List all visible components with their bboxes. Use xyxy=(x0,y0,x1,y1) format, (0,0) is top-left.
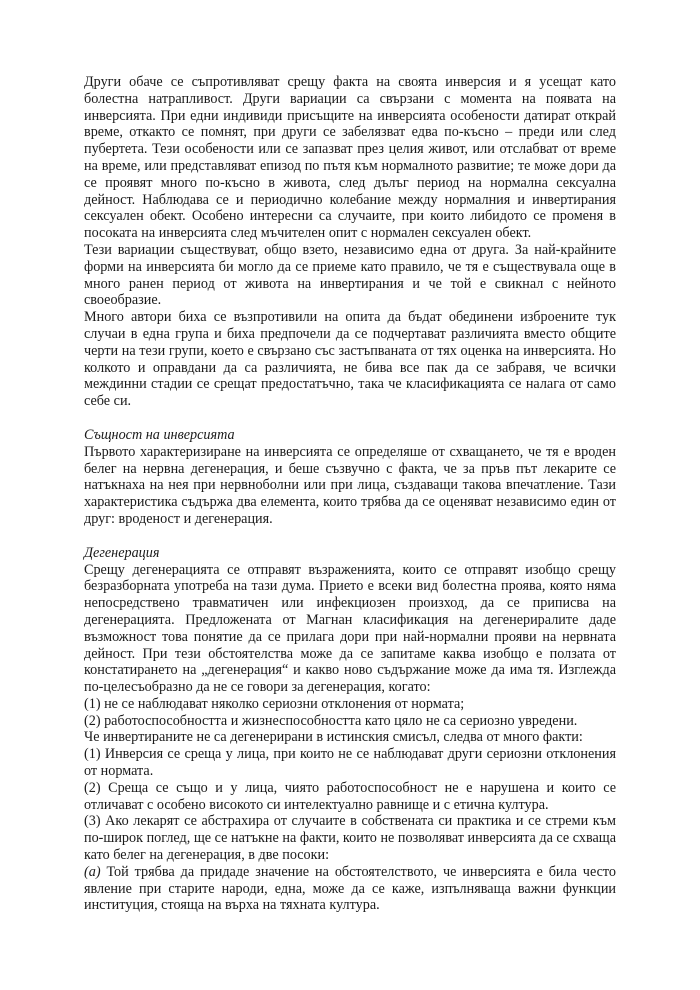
fact-item-3a xyxy=(84,864,616,914)
paragraph-inversion-variations: Други обаче се съпротивляват срещу факта на своята инверсия и я усещат като болестна натрапливост. Други вариации са свързани с момента на появата на инверсията. При едни индивиди присъщите на инверсията особености датират открай време, откакто се помнят, при други се забелязват едва по-късно – преди или след пубертета. Тези особености или се запазват през целия живот, или отслабват от време на време, или представляват епизод по пътя към нормалното развитие; те може дори да се проявят много по-късно в живота, след дълъг период на нормална сексуална дейност. Наблюдава се и периодично колебание между нормалния и инвертирания сексуален обект. Особено интересни са случаите, при които либидото се променя в посоката на инверсията след мъчителен опит с нормален сексуален обект. xyxy=(84,74,616,242)
paragraph-classification: Много автори биха се възпротивили на опита да бъдат обединени изброените тук случаи в една група и биха предпочели да се подчертават различията вместо общите черти на тези групи, което е свързано със застъпваната от тях оценка на инверсията. Но колкото и оправдани да са различията, не бива все пак да се забравя, че всички междинни стадии се срещат предостатъчно, така че класификацията се налага от само себе си. xyxy=(84,309,616,410)
paragraph-essence: Първото характеризиране на инверсията се определяше от схващането, че тя е вроден белег на нервна дегенерация, и беше съзвучно с факта, че за пръв път лекарите се натъкнаха на нея при нервноболни или при лица, създаващи такова впечатление. Тази характеристика съдържа два елемента, които трябва да се оценяват независимо един от друг: вроденост и дегенерация. xyxy=(84,443,616,527)
spacer xyxy=(84,528,616,545)
section-heading-degeneration: Дегенерация xyxy=(84,544,160,561)
condition-item-2: (2) работоспособността и жизнеспособността като цяло не са сериозно увредени. xyxy=(84,712,578,729)
facts-intro: Че инвертираните не са дегенерирани в истинския смисъл, следва от много факти: xyxy=(84,729,583,746)
paragraph-independent-variations: Тези вариации съществуват, общо взето, независимо една от друга. За най-крайните форми на инверсията би могло да се приеме като правило, че тя е съществувала още в много ранен период от живота на инвертирания и че той е свикнал с нейното своеобразие. xyxy=(84,241,616,309)
document-page xyxy=(84,74,616,914)
fact-item-3: (3) Ако лекарят се абстрахира от случаите в собствената си практика и се стреми към по-широк поглед, ще се натъкне на факти, които не позволяват инверсията да се схваща като белег на дегенерация, в две посоки: xyxy=(84,813,616,864)
condition-item-1: (1) не се наблюдават няколко сериозни отклонения от нормата; xyxy=(84,695,465,712)
fact-item-2: (2) Среща се също и у лица, чиято работоспособност не е нарушена и които се отличават с особено високото си интелектуално равнище и с етична култура. xyxy=(84,779,616,813)
section-heading-essence: Същност на инверсията xyxy=(84,426,235,443)
fact-item-3a-label: (а) xyxy=(84,863,101,880)
fact-item-1: (1) Инверсия се среща у лица, при които не се наблюдават други сериозни отклонения от нормата. xyxy=(84,746,616,780)
fact-item-3a-text: Той трябва да придаде значение на обстоятелството, че инверсията е била често явление при старите народи, една, може да се каже, изпълняваща важни функции институция, стояща на върха на тяхната култура. xyxy=(84,863,616,914)
spacer xyxy=(84,410,616,427)
paragraph-degeneration-intro: Срещу дегенерацията се отправят възраженията, които се отправят изобщо срещу безразборната употреба на тази дума. Прието е всеки вид болестна проява, която няма непосредствено травматичен или инфекциозен произход, да се приписва на дегенерацията. Предложената от Магнан класификация на дегенериралите даде възможност това понятие да се прилага дори при най-нормални прояви на нервната дейност. При тези обстоятелства може да се запитаме каква изобщо е ползата от констатирането на „дегенерация“ и какво ново съдържание може да има тя. Изглежда по-целесъобразно да не се говори за дегенерация, когато: xyxy=(84,561,616,696)
